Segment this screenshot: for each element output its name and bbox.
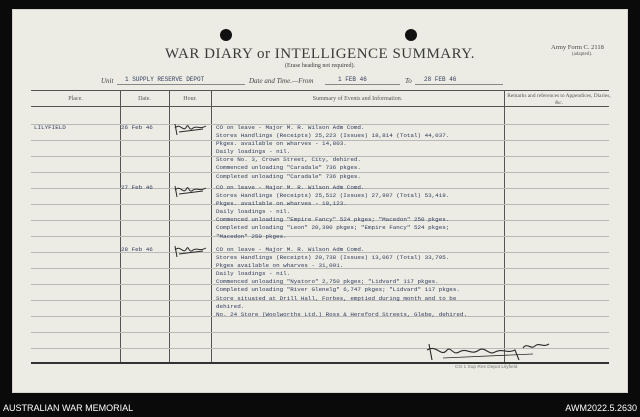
handwritten-initials <box>173 242 209 260</box>
entry-line: Daily loadings - nil. <box>216 270 291 278</box>
entry-line: Store No. 3, Crown Street, City, dehired. <box>216 156 361 164</box>
column-header-place: Place. <box>68 96 83 102</box>
entry-line: Pkges. available on wharves - 10,123. <box>216 200 347 208</box>
entry-line: Pkges. available on wharves - 14,803. <box>216 140 347 148</box>
entry-line: CO on leave - Major M. R. Wilson Adm Comd. <box>216 246 365 253</box>
entry-summary <box>216 124 449 181</box>
entry-line: Stores Handlings (Receipts) 20,738 (Issues) 13,067 (Total) 33,795. <box>216 254 450 262</box>
date-to: 28 FEB 46 <box>424 76 457 83</box>
entry-line: No. 24 Store (Woolworths Ltd.) Ross & Hereford Streets, Glebe, dehired. <box>216 310 467 318</box>
date-range-label: Date and Time.—From <box>249 77 314 85</box>
entry-line: Daily loadings - nil. <box>216 208 291 216</box>
date-from: 1 FEB 46 <box>338 76 367 83</box>
table-header-rule <box>31 106 609 107</box>
entry-line: Stores Handlings (Receipts) 25,223 (Issues) 18,814 (Total) 44,037. <box>216 132 450 140</box>
entry-line: Daily loadings - nil. <box>216 148 291 156</box>
page-subtitle: (Erase heading not required). <box>285 63 355 69</box>
footer-institution: AUSTRALIAN WAR MEMORIAL <box>3 403 134 413</box>
diary-page <box>12 9 628 393</box>
entry-line: Completed unloading "Leon" 20,300 pkges; "Empire Fancy" 524 pkges; <box>216 224 450 232</box>
column-header-summary: Summary of Events and Information. <box>312 96 403 102</box>
entry-line: Commenced unloading "Empire Fancy" 524 pkges; "Macedon" 250 pkges. <box>216 216 450 224</box>
handwritten-signature <box>423 338 553 364</box>
entry-line: dehired. <box>216 302 245 310</box>
army-form-adapted: (adapted). <box>572 52 593 57</box>
handwritten-initials <box>173 182 209 200</box>
unit-label: Unit <box>101 77 114 85</box>
date-to-label: To <box>405 77 412 85</box>
punch-hole <box>405 29 417 41</box>
handwritten-initials <box>173 120 209 138</box>
entry-line: Completed unloading "River Glenelg" 6,747 pkges; "Lidvard" 117 pkges. <box>216 286 460 294</box>
column-header-hour: Hour. <box>183 96 197 102</box>
unit-value: 1 SUPPLY RESERVE DEPOT <box>125 76 205 83</box>
entry-date: 26 Feb 46 <box>121 124 153 131</box>
entry-line: Commenced unloading "Nyatoro" 2,750 pkges; "Lidvard" 117 pkges. <box>216 278 439 286</box>
column-header-remarks: Remarks and references to Appendices, Diaries, &c. <box>507 93 611 106</box>
army-form-number: Army Form C. 2118 <box>551 44 604 51</box>
entry-line: "Macedon" 250 pkges. <box>216 232 287 240</box>
place-value: LILYFIELD <box>34 124 66 131</box>
table-top-rule <box>31 90 609 91</box>
archive-footer <box>0 400 640 417</box>
entry-summary <box>216 184 449 241</box>
footer-accession-number: AWM2022.5.2630 <box>565 403 637 413</box>
entry-line: Commenced unloading "Caradale" 736 pkges. <box>216 164 361 172</box>
entry-line: Completed unloading "Caradale" 736 pkges. <box>216 172 361 180</box>
punch-hole <box>220 29 232 41</box>
page-title: WAR DIARY or INTELLIGENCE SUMMARY. <box>165 46 475 62</box>
entry-date: 28 Feb 46 <box>121 246 153 253</box>
column-header-date: Date. <box>138 96 151 102</box>
entry-line: Stores Handlings (Receipts) 25,512 (Issues) 27,997 (Total) 53,419. <box>216 192 450 200</box>
entry-line: Pkges available on wharves - 31,091. <box>216 262 344 270</box>
entry-line: Store situated at Drill Hall, Forbes, emptied during month and to be <box>216 294 457 302</box>
column-divider <box>504 90 505 362</box>
column-divider <box>211 90 212 362</box>
entry-summary <box>216 246 467 319</box>
unit-stamp: CO 1 Sup Res Depot Lilyfield <box>455 365 518 370</box>
entry-line: CO on leave - Major M. R. Wilson Adm Comd. <box>216 184 365 191</box>
entry-line: CO on leave - Major M. R. Wilson Adm Comd. <box>216 124 365 131</box>
column-divider <box>169 90 170 362</box>
entry-date: 27 Feb 46 <box>121 184 153 191</box>
